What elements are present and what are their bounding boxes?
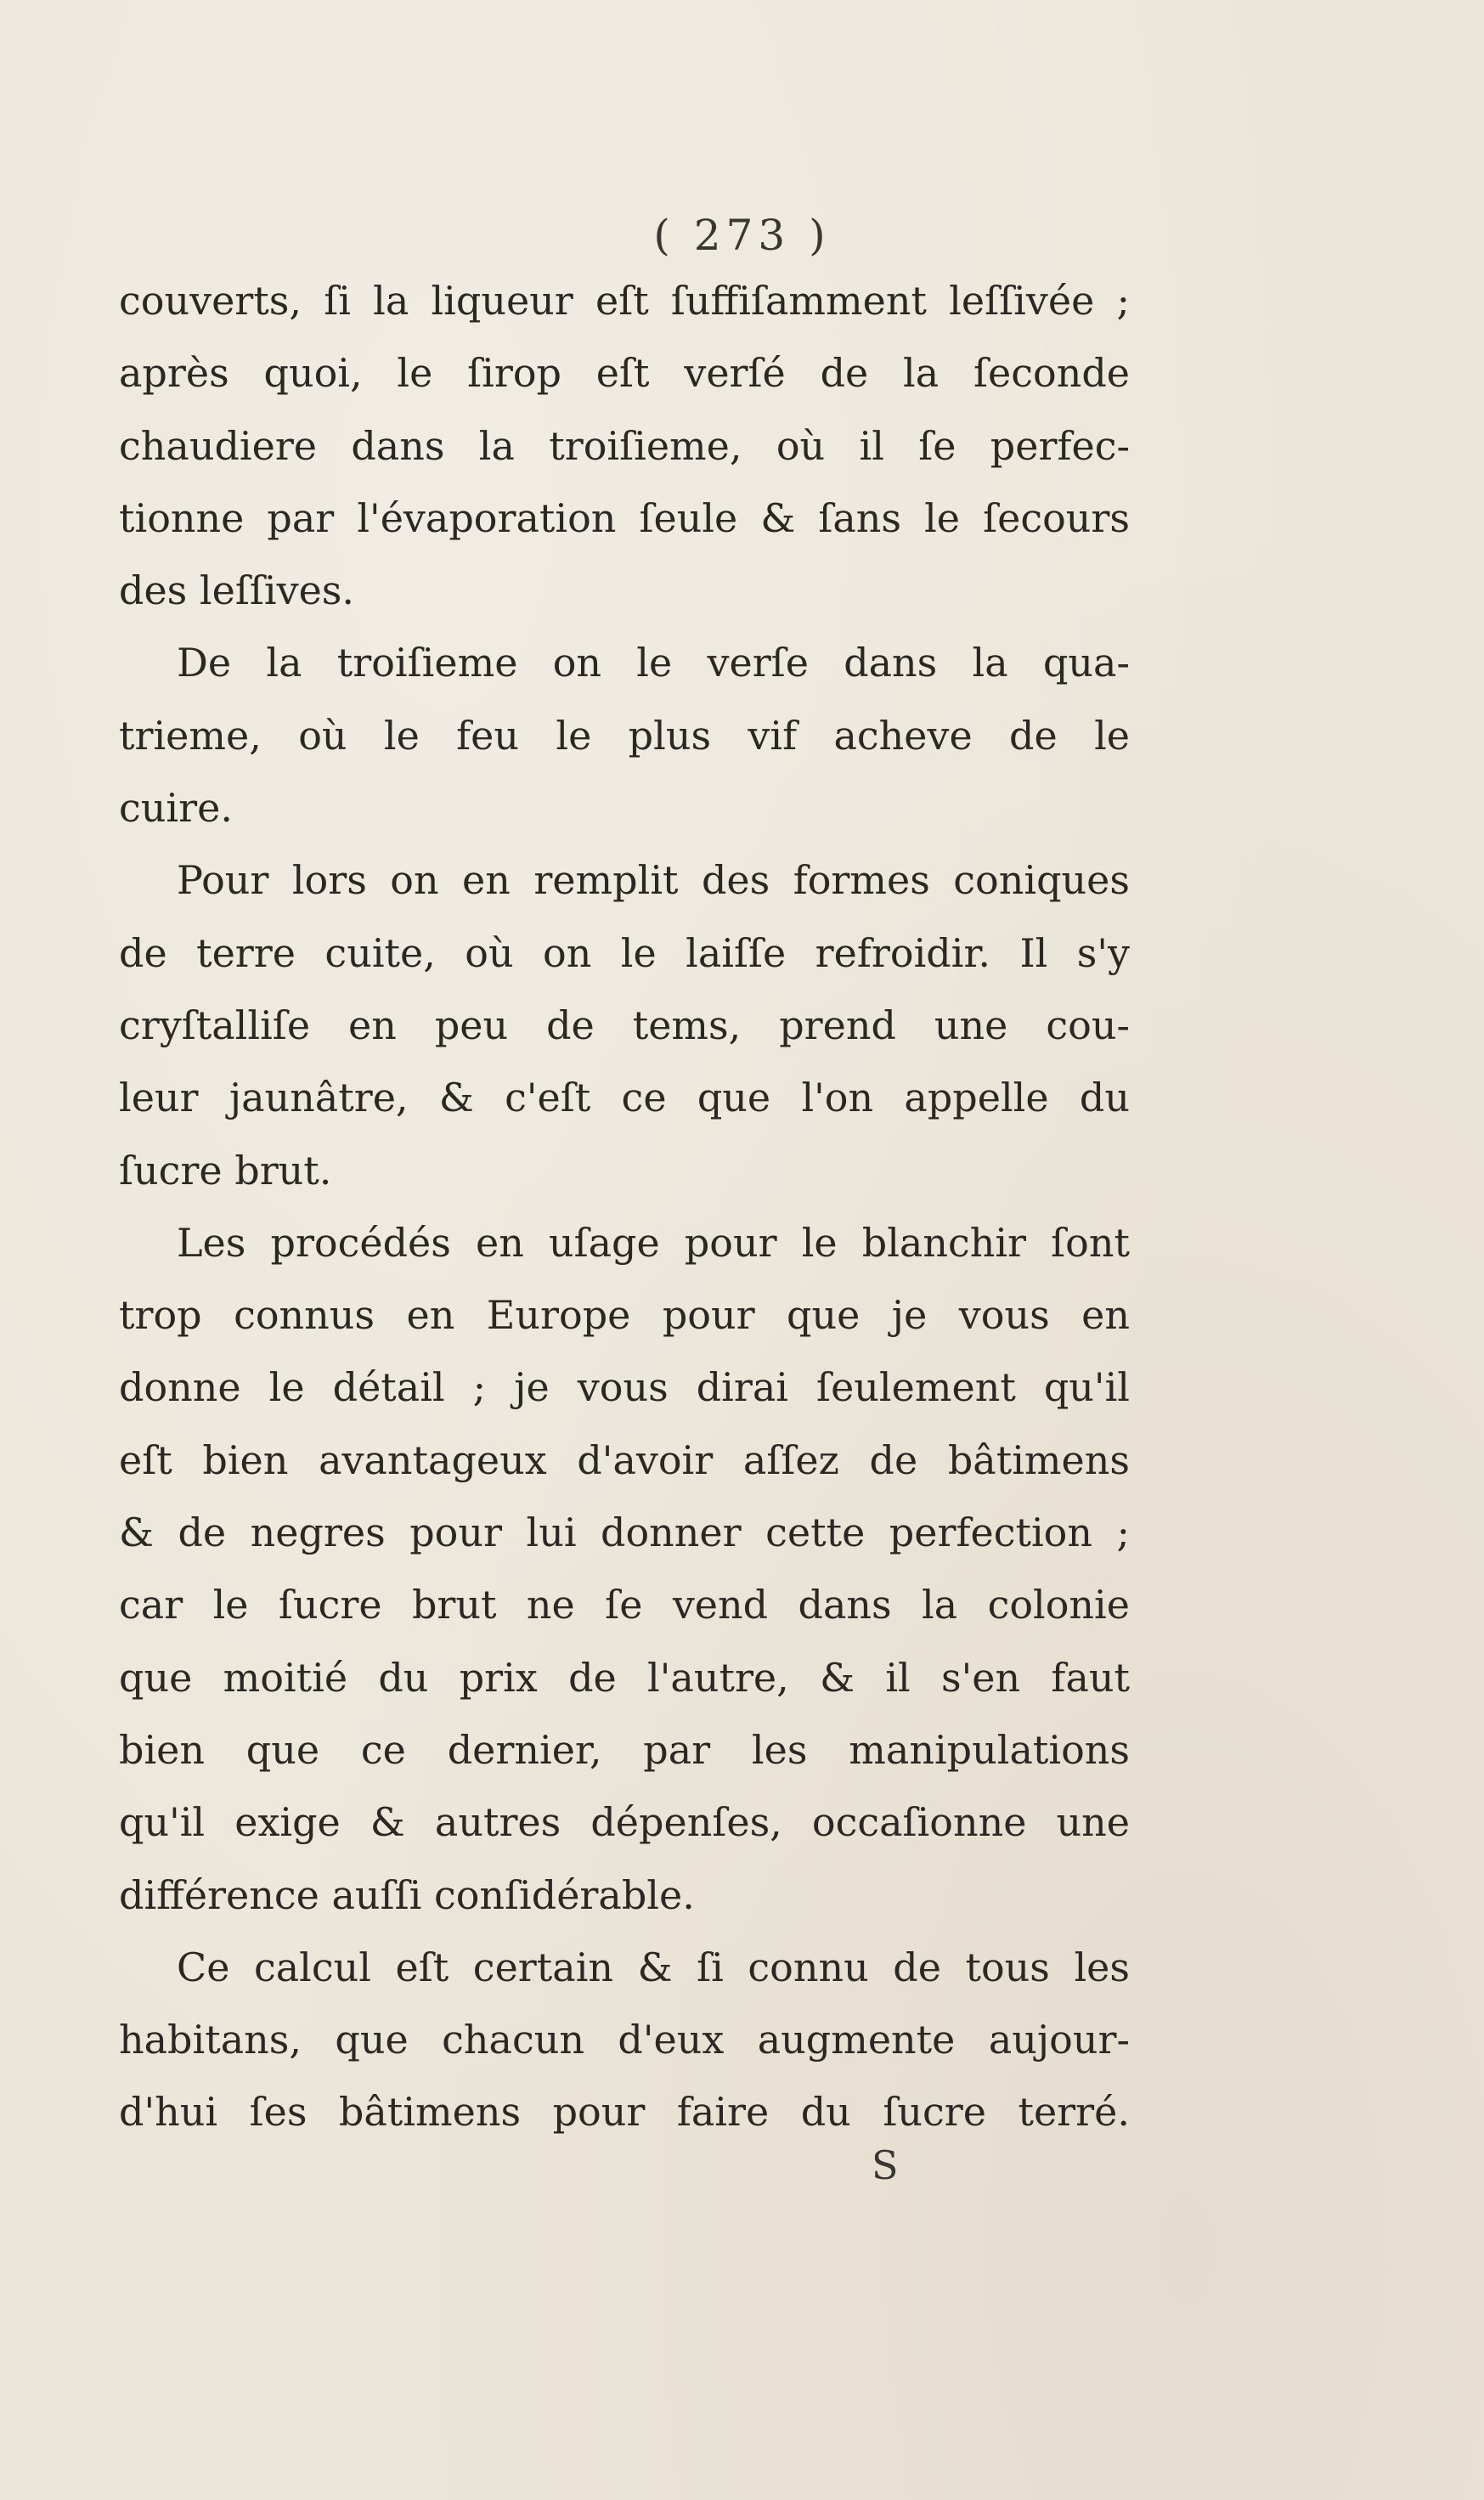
text-line: & de negres pour lui donner cette perfection ;: [119, 1510, 1130, 1556]
text-line: qu'il exige & autres dépenſes, occaſionne une: [119, 1799, 1130, 1846]
text-line: trop connus en Europe pour que je vous en: [119, 1292, 1130, 1339]
paragraph-3: [119, 844, 1130, 1206]
paragraph-2: [119, 627, 1130, 844]
page-number-header: ( 273 ): [653, 211, 831, 260]
text-line: ſucre brut.: [119, 1147, 332, 1194]
text-line: Les procédés en uſage pour le blanchir ſont: [177, 1219, 1130, 1266]
text-line: que moitié du prix de l'autre, & il s'en faut: [119, 1654, 1130, 1701]
text-line: bien que ce dernier, par les manipulations: [119, 1726, 1130, 1773]
text-line: tionne par l'évaporation ſeule & ſans le ſecours: [119, 494, 1130, 541]
text-line: habitans, que chacun d'eux augmente aujour-: [119, 2017, 1130, 2063]
paragraph-4: [119, 1207, 1130, 1932]
text-line: car le ſucre brut ne ſe vend dans la colonie: [119, 1582, 1130, 1628]
text-line: Pour lors on en remplit des formes coniques: [177, 857, 1130, 904]
paragraph-5: [119, 1932, 1130, 2149]
text-line: de terre cuite, où on le laiſſe refroidir. Il s'y: [119, 929, 1130, 976]
text-line: De la troiſieme on le verſe dans la qua-: [177, 640, 1130, 686]
text-line: d'hui ſes bâtimens pour faire du ſucre terré.: [119, 2089, 1130, 2136]
body-text: [119, 265, 1130, 2149]
text-line: chaudiere dans la troiſieme, où il ſe perfec-: [119, 422, 1130, 469]
text-line: donne le détail ; je vous dirai ſeulement qu'il: [119, 1364, 1130, 1411]
text-line: cryſtalliſe en peu de tems, prend une cou-: [119, 1002, 1130, 1048]
text-line: couverts, ſi la liqueur eſt ſuffiſamment leſſivée ;: [119, 278, 1130, 324]
paragraph-1: [119, 265, 1130, 627]
signature-mark: S: [872, 2142, 899, 2188]
text-line: Ce calcul eſt certain & ſi connu de tous les: [177, 1944, 1130, 1990]
text-line: trieme, où le feu le plus vif acheve de le: [119, 712, 1130, 759]
text-line: des leſſives.: [119, 567, 355, 614]
text-line: cuire.: [119, 785, 233, 832]
text-line: eſt bien avantageux d'avoir aſſez de bâtimens: [119, 1436, 1130, 1483]
text-line: leur jaunâtre, & c'eſt ce que l'on appelle du: [119, 1075, 1130, 1121]
text-line: différence auſſi conſidérable.: [119, 1871, 695, 1918]
text-line: après quoi, le ſirop eſt verſé de la ſeconde: [119, 350, 1130, 397]
